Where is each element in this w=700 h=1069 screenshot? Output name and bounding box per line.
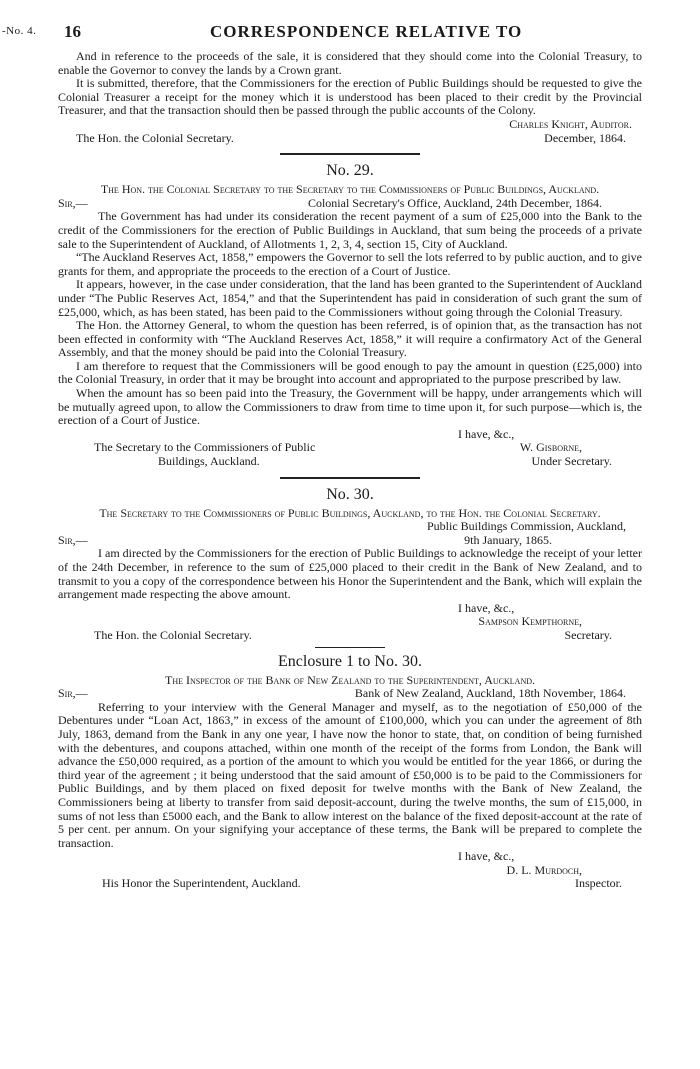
enclosure-location: Bank of New Zealand, Auckland, 18th November, 1864. [354, 686, 626, 701]
letter-30-heading: The Secretary to the Commissioners of Public Buildings, Auckland, to the Hon. the Colonial Secretary. [99, 505, 601, 520]
section-divider [280, 153, 420, 155]
enclosure-heading: The Inspector of the Bank of New Zealand to the Superintendent, Auckland. [164, 672, 536, 687]
letter-30-closing: I have, &c., [458, 600, 515, 615]
enclosure-signer: D. L. Murdoch, [506, 862, 582, 877]
running-title: CORRESPONDENCE RELATIVE TO [210, 22, 523, 41]
enclosure-closing: I have, &c., [458, 849, 515, 864]
letter-29-paragraph: The Government has had under its consideration the recent payment of a sum of £25,000 into the Bank to the credit of the Commissioners for the erection of Public Buildings in Auckland, that sum being the proceeds of a private sale to the Superintendent of Auckland, of Allotments 1, 2, 3, 4, section 15, City of Auckland. [58, 209, 642, 251]
letter-29-heading: The Hon. the Colonial Secretary to the Secretary to the Commissioners of Public Buildings, Auckland. [100, 182, 600, 197]
letter-30-salutation: Sir,— [58, 532, 88, 547]
letter-30-signer: Sampson Kempthorne, [478, 614, 582, 629]
enclosure-salutation: Sir,— [58, 686, 88, 701]
section-divider [315, 647, 385, 648]
letter-30-location-line2: 9th January, 1865. [464, 532, 552, 547]
opening-paragraph-1: And in reference to the proceeds of the sale, it is considered that they should come into the Colonial Treasury, to enable the Governor to convey the lands by a Crown grant. [58, 49, 642, 77]
margin-label: -No. 4. [2, 25, 37, 37]
enclosure-signer-title: Inspector. [575, 876, 622, 891]
enclosure-paragraph: Referring to your interview with the General Manager and myself, as to the negotiation of £50,000 of the Debentures under “Loan Act, 1863,” in excess of the amount of £100,000, which you can under the agreement of 8th July, 1863, demand from the Bank in any one year, I have now the honor to state, that, on condition of being furnished with the debentures, and coupons attached, within one month of the receipt of the forms from London, the Bank will advance the £50,000 required, as a portion of the amount to which you would be entitled for the year 1866, or during the third year of the agreement ; it being understood that the said amount of £50,000 is to be paid to the Commissioners for Public Buildings, and by them placed on fixed deposit for twelve months with the Bank of New Zealand, the Commissioners being at liberty to transfer from said deposit-account, during the twelve months, the sum of £15,000, in sums of not less than £5000 each, and the Bank to allow interest on the balance of the fixed deposit-account at the rate of 5 per cent. per annum. On your signifying your acceptance of these terms, the Bank will be prepared to complete the transaction. [58, 699, 642, 850]
letter-29-location: Colonial Secretary's Office, Auckland, 24th December, 1864. [307, 195, 602, 210]
letter-30-location-line1: Public Buildings Commission, Auckland, [426, 519, 626, 534]
letter-29-signer: W. Gisborne, [519, 440, 582, 455]
letter-29-salutation: Sir,— [58, 195, 88, 210]
letter-30-addressee: The Hon. the Colonial Secretary. [94, 627, 252, 642]
opening-date: December, 1864. [544, 130, 626, 145]
letter-29-paragraph: It appears, however, in the case under consideration, that the land has been granted to the Superintendent of Auckland under “The Public Reserves Act, 1854,” and that the Superintendent has paid in consideration of such grant the sum of £25,000, which, as has been stated, has been paid to the Commissioners without going through the Colonial Treasury. [58, 277, 642, 319]
letter-29-paragraph: “The Auckland Reserves Act, 1858,” empowers the Governor to sell the lots referred to by public auction, and to give grants for them, and appropriate the proceeds to the erection of a Court of Justice. [58, 250, 642, 278]
letter-29-addressee-line2: Buildings, Auckland. [158, 454, 260, 469]
letter-29-paragraph: The Hon. the Attorney General, to whom the question has been referred, is of opinion that, as the transaction has not been effected in conformity with “The Auckland Reserves Act, 1858,” it will require a confirmatory Act of the General Assembly, and that the money should be paid into the Colonial Treasury. [58, 318, 642, 360]
opening-signer: Charles Knight, Auditor. [509, 116, 632, 131]
opening-addressee: The Hon. the Colonial Secretary. [76, 130, 234, 145]
opening-paragraph-2: It is submitted, therefore, that the Commissioners for the erection of Public Buildings should be requested to give the Colonial Treasurer a receipt for the money which it is understood has been placed to their credit by the Provincial Treasurer, and that the transaction should then be passed through the public accounts of the Colony. [58, 76, 642, 118]
letter-29-paragraph: When the amount has so been paid into the Treasury, the Government will be happy, under arrangements which will be mutually agreed upon, to allow the Commissioners to draw from time to time upon it, for such purpose—which is, the erection of a Court of Justice. [58, 386, 642, 428]
letter-30-paragraph: I am directed by the Commissioners for the erection of Public Buildings to acknowledge the receipt of your letter of the 24th December, in reference to the sum of £25,000 placed to their credit in the Bank of New Zealand, and to transmit to you a copy of the correspondence between his Honor the Superintendent and the Bank, which will explain the arrangement made respecting the above amount. [58, 546, 642, 602]
letter-29-signer-title: Under Secretary. [531, 454, 612, 469]
enclosure-addressee: His Honor the Superintendent, Auckland. [102, 876, 301, 891]
letter-30-signer-title: Secretary. [564, 627, 612, 642]
enclosure-number: Enclosure 1 to No. 30. [278, 652, 422, 670]
letter-30-number: No. 30. [326, 485, 374, 503]
section-divider [280, 477, 420, 479]
letter-29-addressee-line1: The Secretary to the Commissioners of Public [94, 440, 316, 455]
page-body [58, 50, 642, 891]
page-header [0, 22, 700, 44]
page-number: 16 [64, 22, 81, 41]
letter-29-number: No. 29. [326, 162, 374, 180]
letter-29-closing: I have, &c., [458, 426, 515, 441]
letter-29-paragraph: I am therefore to request that the Commissioners will be good enough to pay the amount in question (£25,000) into the Colonial Treasury, in order that it may be brought into account and appropriated to the purpose prescribed by law. [58, 358, 642, 387]
